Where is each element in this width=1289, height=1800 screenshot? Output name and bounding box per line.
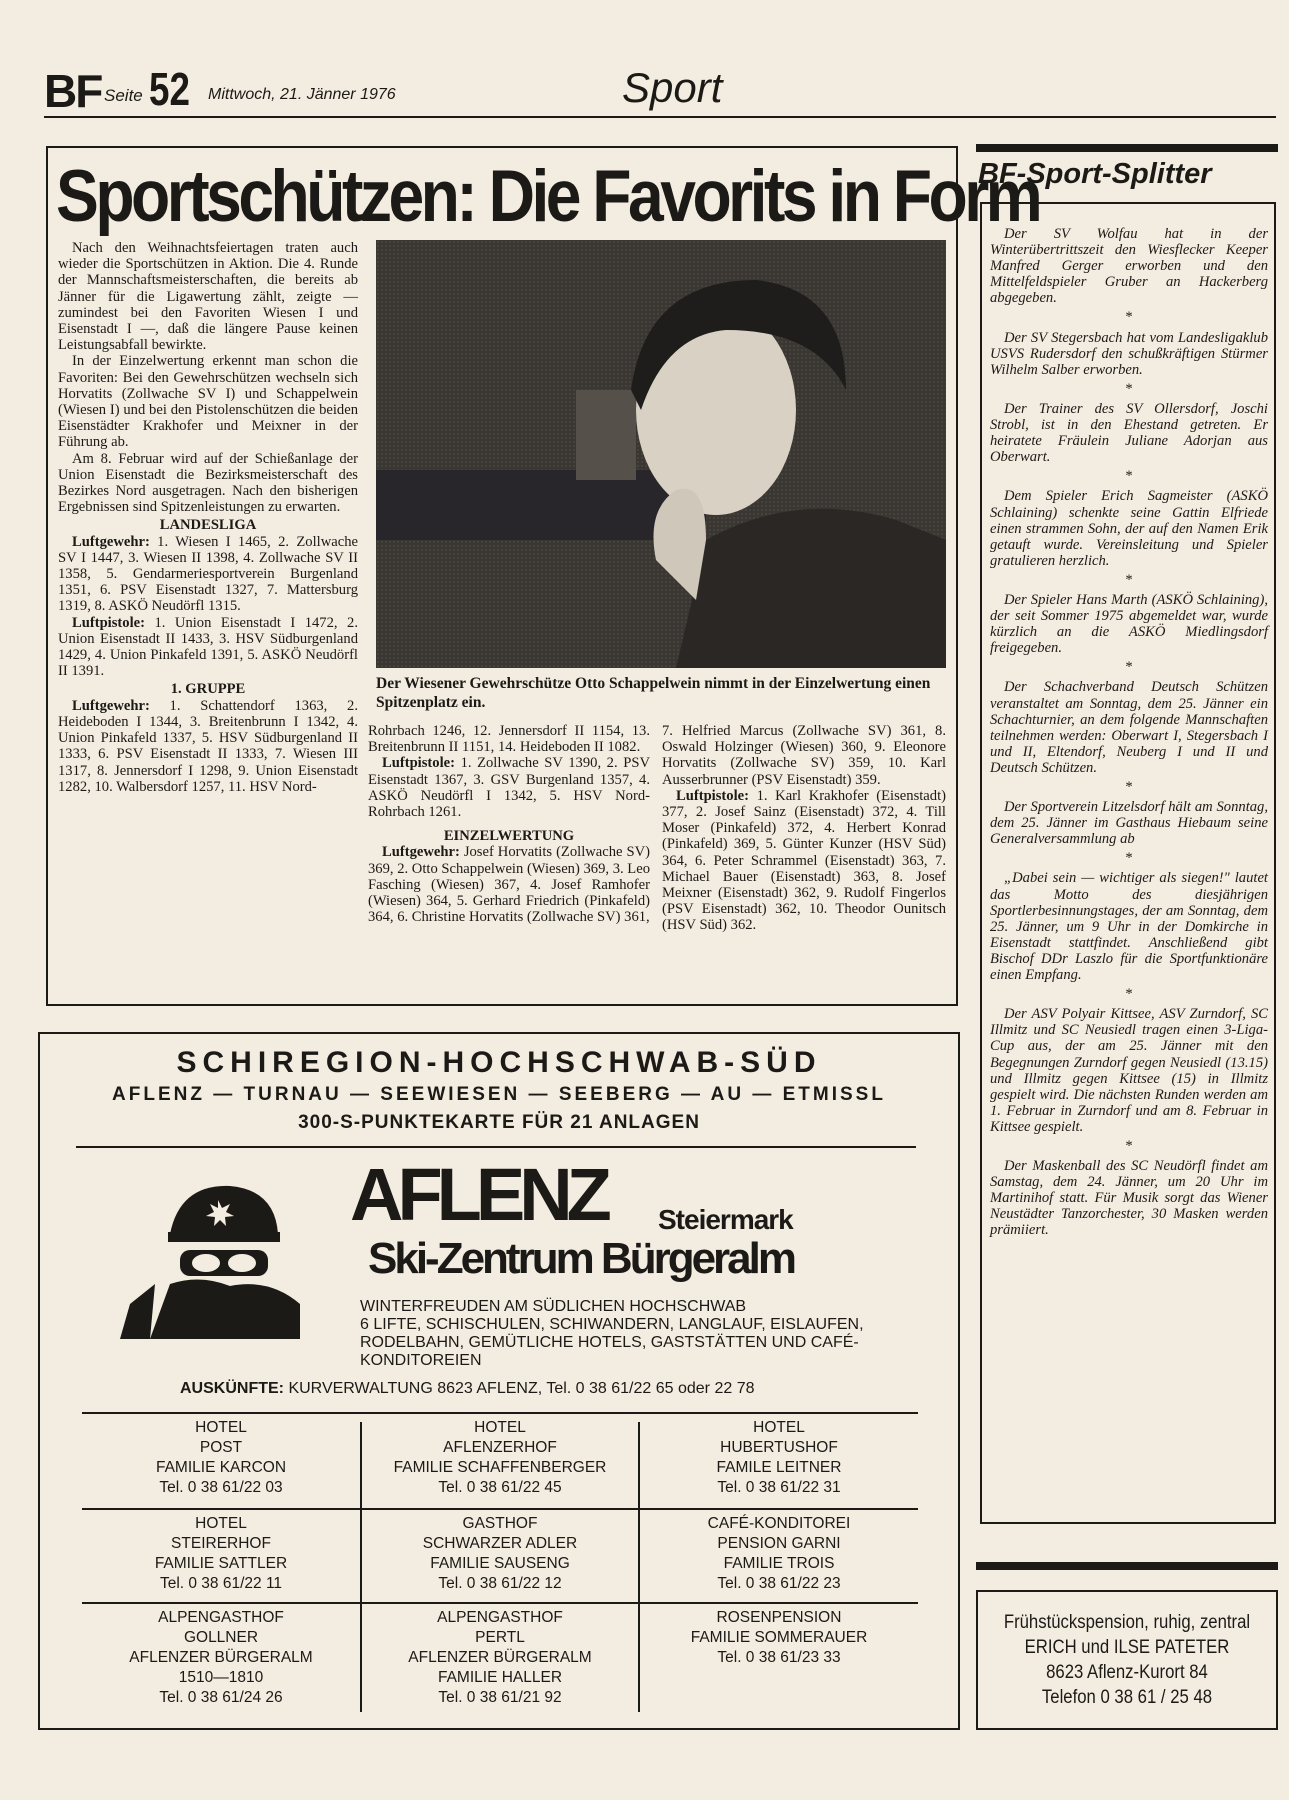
- article-column-2: [368, 723, 650, 925]
- splitter-item: Der ASV Polyair Kittsee, ASV Zurndorf, SC Illmitz und SC Neusiedl tragen einen 3-Liga-Cup aus, der am 25. Jänner mit den Begegnungen Zurndorf gegen Neusiedl (13.15) und Illmitz gegen Kittsee (15) in Illmitz gespielt wird. Die nächsten Runden werden am 1. Februar in Zurndorf und am 8. Februar in Kittsee gespielt.: [990, 1006, 1268, 1135]
- ad-info: AUSKÜNFTE: KURVERWALTUNG 8623 AFLENZ, Tel. 0 38 61/22 65 oder 22 78: [180, 1380, 755, 1397]
- shooter-photo-image: [376, 240, 946, 668]
- star-separator: *: [1125, 468, 1133, 485]
- aflenz-logo: AFLENZ: [350, 1153, 606, 1236]
- aflenz-logo-region: Steiermark: [658, 1204, 793, 1235]
- lodging-listing: HOTEL AFLENZERHOF FAMILIE SCHAFFENBERGER Tel. 0 38 61/22 45: [393, 1419, 607, 1496]
- issue-date: Mittwoch, 21. Jänner 1976: [208, 86, 396, 103]
- ad-divider: [76, 1146, 916, 1148]
- star-separator: *: [1125, 659, 1133, 676]
- skier-illustration: [110, 1174, 310, 1344]
- einzel-luftgewehr-cont: 7. Helfried Marcus (Zollwache SV) 361, 8. Oswald Holzinger (Wiesen) 360, 9. Eleonore Horvatits (Zollwache SV) 359, 10. Karl Ausserbrunner (PSV Eisenstadt) 359.: [662, 723, 946, 788]
- ad-description-line: WINTERFREUDEN AM SÜDLICHEN HOCHSCHWAB: [360, 1298, 747, 1315]
- einzel-luftpistole: Luftpistole: 1. Karl Krakhofer (Eisenstadt) 377, 2. Josef Sainz (Eisenstadt) 372, 4. Till Moser (Pinkafeld) 372, 4. Herbert Konrad (Pinkafeld) 369, 5. Günter Kunzer (HSV Süd) 364, 6. Peter Schrammel (Eisenstadt) 363, 7. Michael Bauer (Eisenstadt) 363, 8. Josef Meixner (Eisenstadt) 362, 9. Rudolf Fingerlos (PSV Eisenstadt) 362, 10. Theodor Ounitsch (HSV Süd) 362.: [662, 787, 946, 934]
- splitter-item: Dem Spieler Erich Sagmeister (ASKÖ Schlaining) schenkte seine Gattin Elfriede einen strammen Sohn, der auf den Namen Erik getauft wurde. Vereinsleitung und Spieler gratulieren herzlich.: [990, 488, 1268, 569]
- article-box: [46, 146, 1040, 1006]
- intro-paragraph: In der Einzelwertung erkennt man schon die Favoriten: Bei den Gewehrschützen wechseln sich Horvatits (Zollwache SV I) und Schappelwein (Wiesen I) und bei den Pistolenschützen die beiden Eisenstädter Krakhofer und Meixner in der Führung ab.: [58, 353, 358, 451]
- ad-description-body: 6 LIFTE, SCHISCHULEN, SCHIWANDERN, LANGLAUF, EISLAUFEN, RODELBAHN, GEMÜTLICHE HOTELS, GASTSTÄTTEN UND CAFÉ-KONDITOREIEN: [360, 1316, 864, 1369]
- ad-card-offer: 300-S-PUNKTEKARTE FÜR 21 ANLAGEN: [298, 1112, 700, 1133]
- landesliga-luftpistole: Luftpistole: 1. Union Eisenstadt I 1472, 2. Union Eisenstadt II 1433, 3. HSV Südburgenland 1429, 4. Union Pinkafeld 1391, 5. ASKÖ Neudörfl II 1391.: [58, 614, 358, 680]
- pension-address: 8623 Aflenz-Kurort 84: [1046, 1662, 1208, 1683]
- photo-caption: Der Wiesener Gewehrschütze Otto Schappelwein nimmt in der Einzelwertung einen Spitzenplatz ein.: [376, 675, 931, 711]
- lodging-listing: ROSENPENSION FAMILIE SOMMERAUER Tel. 0 38 61/23 33: [690, 1609, 868, 1666]
- einzel-luftgewehr: Luftgewehr: Josef Horvatits (Zollwache SV) 369, 2. Otto Schappelwein (Wiesen) 369, 3. Leo Fasching (Wiesen) 367, 4. Josef Ramhofer (Wiesen) 364, 5. Gerhard Friedrich (Pinkafeld) 364, 6. Christine Horvatits (Zollwache SV) 361,: [368, 844, 651, 926]
- gruppe-heading: 1. GRUPPE: [170, 681, 246, 698]
- gruppe-luftgewehr: Luftgewehr: 1. Schattendorf 1363, 2. Heideboden I 1344, 3. Breitenbrunn I 1342, 4. Union Pinkafeld 1337, 5. HSV Südburgenland II 1333, 6. PSV Eisenstadt II 1333, 7. Wiesen III 1317, 8. Jennersdorf I 1298, 9. Union Eisenstadt 1282, 10. Walbersdorf 1257, 11. HSV Nord-: [58, 697, 358, 795]
- ski-zentrum-logo: Ski-Zentrum Bürgeralm: [368, 1234, 794, 1283]
- pension-phone: Telefon 0 38 61 / 25 48: [1041, 1687, 1213, 1708]
- lodging-listing: ALPENGASTHOF GOLLNER AFLENZER BÜRGERALM 1510—1810 Tel. 0 38 61/24 26: [129, 1609, 313, 1706]
- star-separator: *: [1125, 1137, 1133, 1154]
- star-separator: *: [1125, 380, 1133, 397]
- page-number: 52: [149, 63, 190, 115]
- ad-title: SCHIREGION-HOCHSCHWAB-SÜD: [176, 1046, 822, 1079]
- star-separator: *: [1125, 571, 1133, 588]
- splitter-items: [990, 226, 1268, 1239]
- article-column-3: [662, 723, 946, 934]
- splitter-title: BF-Sport-Splitter: [978, 158, 1212, 190]
- gruppe-luftpistole: Luftpistole: 1. Zollwache SV 1390, 2. PSV Eisenstadt 1367, 3. GSV Burgenland 1357, 4. ASKÖ Neudörfl I 1342, 5. HSV Nord-Rohrbach 1261.: [368, 755, 650, 821]
- lodging-listing: HOTEL HUBERTUSHOF FAMILE LEITNER Tel. 0 38 61/22 31: [716, 1419, 842, 1496]
- shooter-photo: [376, 240, 946, 668]
- landesliga-heading: LANDESLIGA: [159, 517, 257, 534]
- star-separator: *: [1125, 779, 1133, 795]
- star-separator: *: [1125, 986, 1133, 1003]
- article-headline: Sportschützen: Die Favorits in Form: [56, 156, 1040, 237]
- splitter-item: Der Trainer des SV Ollersdorf, Joschi Strobl, ist in den Ehestand getreten. Er heiratete Fräulein Juliane Adorjan aus Oberwart.: [990, 400, 1268, 466]
- splitter-item: Der Spieler Hans Marth (ASKÖ Schlaining), der seit Sommer 1975 abgemeldet war, wurde kürzlich an die ASKÖ Miedlingsdorf freigegeben.: [990, 591, 1268, 657]
- paper-logo: BF: [44, 65, 102, 117]
- star-separator: *: [1125, 309, 1133, 326]
- splitter-item: Der SV Wolfau hat in der Winterübertrittszeit den Wiesflecker Keeper Manfred Gerger erworben und den Mittelfeldspieler Gruber an Hackerberg abgegeben.: [990, 226, 1268, 307]
- splitter-top-rule: [976, 144, 1278, 152]
- article-column-1: [58, 240, 358, 795]
- splitter-item: „Dabei sein — wichtiger als siegen!" lautet das Motto des diesjährigen Sportlerbesinnungstages, der am Sonntag, dem 25. Jänner, um 9 Uhr in der Domkirche in Eisenstadt stattfindet. Anschließend gibt Bischof DDr Laszlo für die Sportfunktionäre einen Empfang.: [990, 870, 1268, 984]
- splitter-item: Der Maskenball des SC Neudörfl findet am Samstag, dem 24. Jänner, um 20 Uhr im Martinihof statt. Für Musik sorgt das Wiener Neustädter Tanzorchester, 30 Masken werden prämiiert.: [990, 1158, 1268, 1239]
- splitter-item: Der Sportverein Litzelsdorf hält am Sonntag, dem 25. Jänner im Gasthaus Hiebaum seine Generalversammlung ab: [990, 799, 1268, 848]
- lodging-listing: CAFÉ-KONDITOREI PENSION GARNI FAMILIE TROIS Tel. 0 38 61/22 23: [707, 1515, 851, 1592]
- intro-paragraph: Am 8. Februar wird auf der Schießanlage der Union Eisenstadt die Bezirksmeisterschaft des Bezirkes Nord ausgetragen. Nach den bisherigen Ergebnissen sind Spitzenleistungen zu erwarten.: [58, 450, 358, 516]
- lodging-grid: [82, 1412, 918, 1720]
- section-title: Sport: [622, 64, 723, 111]
- ski-region-ad: [38, 1032, 960, 1730]
- star-separator: *: [1125, 850, 1133, 867]
- masthead: [44, 58, 1276, 118]
- grid-divider: [82, 1602, 918, 1604]
- page-label: Seite: [104, 86, 143, 105]
- pension-line: Frühstückspension, ruhig, zentral: [1003, 1612, 1251, 1633]
- splitter-bottom-rule: [976, 1562, 1278, 1570]
- ad-towns: AFLENZ — TURNAU — SEEWIESEN — SEEBERG — AU — ETMISSL: [112, 1084, 886, 1105]
- gruppe-luftgewehr-cont: Rohrbach 1246, 12. Jennersdorf II 1154, 13. Breitenbrunn II 1151, 14. Heideboden II 1082.: [368, 723, 650, 756]
- ad-description: [360, 1298, 900, 1370]
- landesliga-luftgewehr: Luftgewehr: 1. Wiesen I 1465, 2. Zollwache SV I 1447, 3. Wiesen II 1398, 4. Zollwache SV II 1358, 5. Gendarmeriesportverein Burgenland 1351, 6. PSV Eisenstadt 1327, 7. Mattersburg 1319, 8. ASKÖ Neudörfl 1315.: [58, 533, 358, 615]
- splitter-item: Der Schachverband Deutsch Schützen veranstaltet am Sonntag, dem 25. Jänner ein Schachturnier, an dem folgende Mannschaften teilnehmen werden: Oberwart I, Stegersbach I und II, Eltendorf, Neuberg I und II und Deutsch Schützen.: [990, 679, 1268, 776]
- einzel-heading: EINZELWERTUNG: [443, 828, 575, 845]
- lodging-listing: HOTEL STEIRERHOF FAMILIE SATTLER Tel. 0 38 61/22 11: [154, 1515, 288, 1592]
- grid-divider: [82, 1508, 918, 1510]
- lodging-listing: ALPENGASTHOF PERTL AFLENZER BÜRGERALM FAMILIE HALLER Tel. 0 38 61/21 92: [408, 1609, 592, 1706]
- intro-paragraph: Nach den Weihnachtsfeiertagen traten auch wieder die Sportschützen in Aktion. Die 4. Runde der Mannschaftsmeisterschaften, die bereits ab Jänner für die Ligawertung zählt, zeigte — zumindest bei den Favoriten Wiesen I und Eisenstadt I —, daß die längere Pause keinen Leistungsabfall bewirkte.: [58, 240, 358, 354]
- pension-ad: [976, 1590, 1278, 1730]
- splitter-item: Der SV Stegersbach hat vom Landesligaklub USVS Rudersdorf den schußkräftigen Stürmer Wilhelm Salber erworben.: [990, 329, 1268, 378]
- lodging-listing: GASTHOF SCHWARZER ADLER FAMILIE SAUSENG Tel. 0 38 61/22 12: [422, 1515, 578, 1592]
- lodging-listing: HOTEL POST FAMILIE KARCON Tel. 0 38 61/22 03: [155, 1419, 287, 1496]
- pension-owner: ERICH und ILSE PATETER: [1024, 1637, 1230, 1658]
- sport-splitter-column: [976, 144, 1278, 1534]
